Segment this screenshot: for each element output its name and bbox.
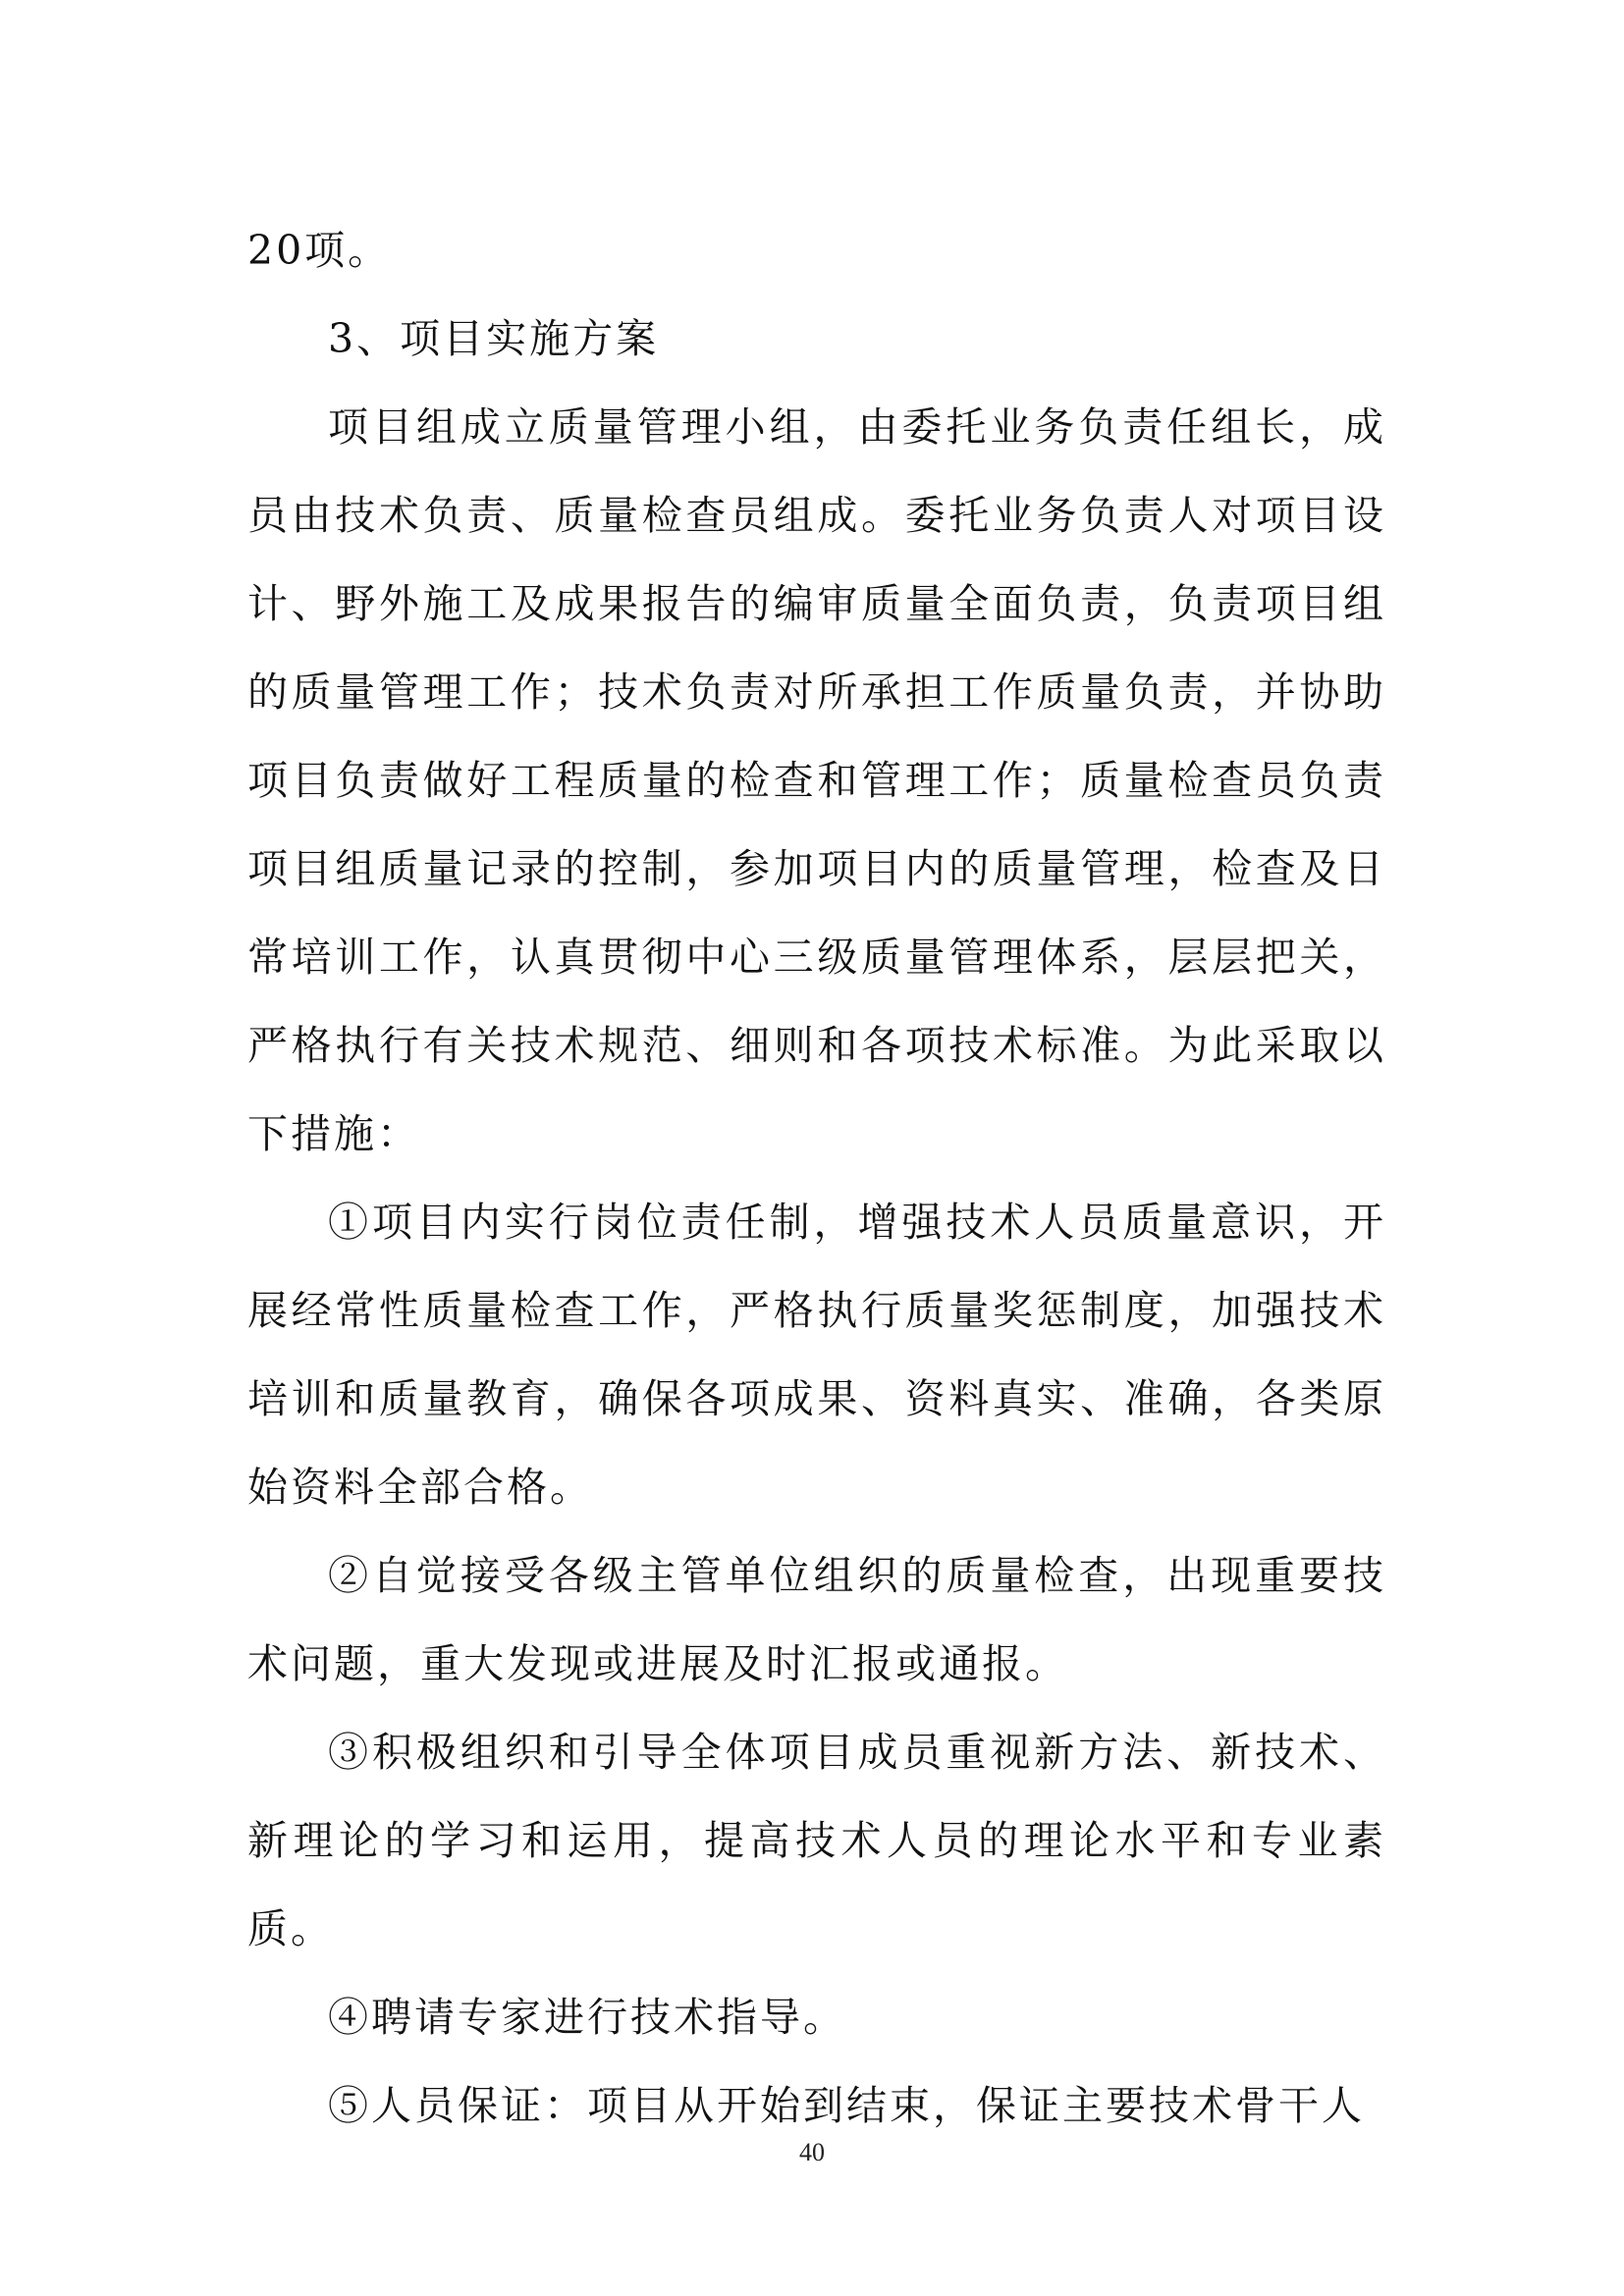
paragraph-continuation: 20项。 bbox=[247, 227, 392, 274]
list-item-5: ⑤人员保证：项目从开始到结束，保证主要技术骨干人 bbox=[328, 2082, 1365, 2129]
page-number: 40 bbox=[799, 2138, 825, 2166]
section-heading: 3、项目实施方案 bbox=[328, 315, 660, 362]
list-item-1: ①项目内实行岗位责任制，增强技术人员质量意识，开展经常性质量检查工作，严格执行质量奖惩制度，加强技术培训和质量教育，确保各项成果、资料真实、准确，各类原始资料全部合格。 bbox=[247, 1199, 1386, 1511]
list-item-2: ②自觉接受各级主管单位组织的质量检查，出现重要技术问题，重大发现或进展及时汇报或通报。 bbox=[247, 1552, 1386, 1687]
document-body bbox=[247, 206, 1386, 2150]
list-item-4: ④聘请专家进行技术指导。 bbox=[328, 1994, 846, 2041]
paragraph-quality-team: 项目组成立质量管理小组，由委托业务负责任组长，成员由技术负责、质量检查员组成。委托业务负责人对项目设计、野外施工及成果报告的编审质量全面负责，负责项目组的质量管理工作；技术负责对所承担工作质量负责，并协助项目负责做好工程质量的检查和管理工作；质量检查员负责项目组质量记录的控制，参加项目内的质量管理，检查及日常培训工作，认真贯彻中心三级质量管理体系，层层把关，严格执行有关技术规范、细则和各项技术标准。为此采取以下措施： bbox=[247, 403, 1386, 1157]
list-item-3: ③积极组织和引导全体项目成员重视新方法、新技术、新理论的学习和运用，提高技术人员的理论水平和专业素质。 bbox=[247, 1729, 1386, 1952]
